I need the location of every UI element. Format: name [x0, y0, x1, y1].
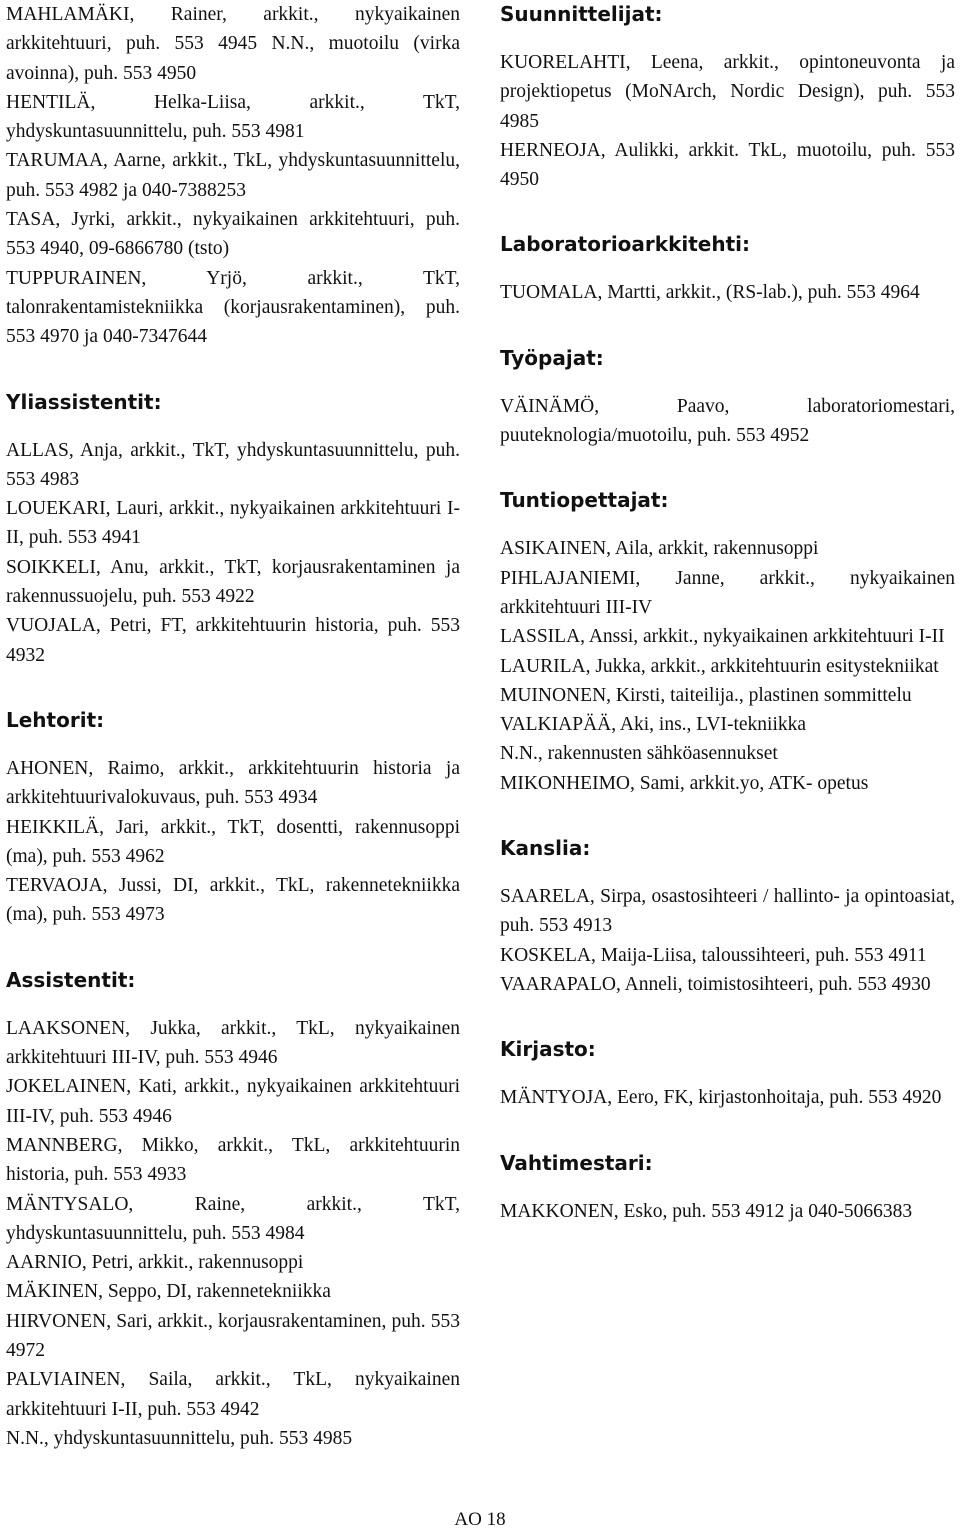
staff-entry: SAARELA, Sirpa, osastosihteeri / hallinto- ja opintoasiat, puh. 553 4913	[500, 886, 955, 937]
staff-entry: ASIKAINEN, Aila, arkkit, rakennusoppi	[500, 538, 819, 560]
section-heading-kanslia: Kanslia:	[500, 836, 591, 861]
staff-entry: HERNEOJA, Aulikki, arkkit. TkL, muotoilu, puh. 553 4950	[500, 139, 955, 191]
staff-entry: MÄNTYOJA, Eero, FK, kirjastonhoitaja, puh. 553 4920	[500, 1087, 942, 1109]
staff-entry: HEIKKILÄ, Jari, arkkit., TkT, dosentti, rakennusoppi (ma), puh. 553 4962	[6, 816, 460, 867]
staff-entry: MÄKINEN, Seppo, DI, rakennetekniikka	[6, 1281, 331, 1303]
section-heading-lehtorit: Lehtorit:	[6, 707, 105, 732]
staff-entry: VALKIAPÄÄ, Aki, ins., LVI-tekniikka	[500, 714, 807, 736]
section-heading-tyopajat: Työpajat:	[500, 345, 604, 370]
staff-entry: LAURILA, Jukka, arkkit., arkkitehtuurin esitystekniikat	[500, 655, 939, 677]
section-heading-suunnittelijat: Suunnittelijat:	[500, 2, 663, 26]
staff-entry: TARUMAA, Aarne, arkkit., TkL, yhdyskuntasuunnittelu, puh. 553 4982 ja 040-7388253	[6, 150, 460, 201]
section-heading-assistentit: Assistentit:	[6, 967, 136, 992]
staff-entry: N.N., yhdyskuntasuunnittelu, puh. 553 4985	[6, 1427, 353, 1449]
staff-entry: LAAKSONEN, Jukka, arkkit., TkL, nykyaikainen arkkitehtuuri III-IV, puh. 553 4946	[6, 1017, 460, 1069]
staff-entry: TASA, Jyrki, arkkit., nykyaikainen arkkitehtuuri, puh. 553 4940, 09-6866780 (tsto)	[6, 209, 460, 260]
staff-entry: TERVAOJA, Jussi, DI, arkkit., TkL, rakennetekniikka (ma), puh. 553 4973	[6, 875, 460, 926]
staff-entry: LASSILA, Anssi, arkkit., nykyaikainen arkkitehtuuri I-II	[500, 626, 945, 648]
staff-entry: AHONEN, Raimo, arkkit., arkkitehtuurin historia ja arkkitehtuurivalokuvaus, puh. 553 4934	[6, 757, 460, 809]
staff-entry: AARNIO, Petri, arkkit., rakennusoppi	[6, 1252, 304, 1274]
staff-entry: VUOJALA, Petri, FT, arkkitehtuurin historia, puh. 553 4932	[6, 615, 460, 666]
section-heading-yliassistentit: Yliassistentit:	[6, 389, 162, 414]
staff-entry: TUOMALA, Martti, arkkit., (RS-lab.), puh. 553 4964	[500, 282, 920, 304]
right-column	[500, 0, 955, 1226]
staff-entry: ALLAS, Anja, arkkit., TkT, yhdyskuntasuunnittelu, puh. 553 4983	[6, 439, 460, 490]
staff-entry: JOKELAINEN, Kati, arkkit., nykyaikainen arkkitehtuuri III-IV, puh. 553 4946	[6, 1076, 460, 1127]
staff-entry: MUINONEN, Kirsti, taiteilija., plastinen sommittelu	[500, 684, 912, 706]
staff-entry: MAHLAMÄKI, Rainer, arkkit., nykyaikainen arkkitehtuuri, puh. 553 4945 N.N., muotoilu (virka avoinna), puh. 553 4950	[6, 4, 460, 84]
page-number: AO 18	[454, 1509, 506, 1530]
staff-entry: MANNBERG, Mikko, arkkit., TkL, arkkitehtuurin historia, puh. 553 4933	[6, 1134, 460, 1186]
staff-entry: N.N., rakennusten sähköasennukset	[500, 743, 778, 765]
left-column	[6, 0, 460, 1453]
staff-entry: PALVIAINEN, Saila, arkkit., TkL, nykyaikainen arkkitehtuuri I-II, puh. 553 4942	[6, 1369, 460, 1420]
staff-entry: LOUEKARI, Lauri, arkkit., nykyaikainen arkkitehtuuri I-II, puh. 553 4941	[6, 498, 460, 549]
staff-entry: MIKONHEIMO, Sami, arkkit.yo, ATK- opetus	[500, 772, 869, 794]
staff-entry: HIRVONEN, Sari, arkkit., korjausrakentaminen, puh. 553 4972	[6, 1310, 460, 1361]
staff-entry: VAARAPALO, Anneli, toimistosihteeri, puh. 553 4930	[500, 973, 931, 995]
staff-entry: HENTILÄ, Helka-Liisa, arkkit., TkT, yhdyskuntasuunnittelu, puh. 553 4981	[6, 91, 460, 143]
section-heading-kirjasto: Kirjasto:	[500, 1037, 596, 1062]
section-heading-tuntiopettajat: Tuntiopettajat:	[500, 488, 669, 513]
staff-entry: VÄINÄMÖ, Paavo, laboratoriomestari, puuteknologia/muotoilu, puh. 553 4952	[500, 395, 955, 447]
staff-entry: KOSKELA, Maija-Liisa, taloussihteeri, puh. 553 4911	[500, 944, 927, 966]
staff-entry: SOIKKELI, Anu, arkkit., TkT, korjausrakentaminen ja rakennussuojelu, puh. 553 4922	[6, 556, 460, 608]
section-heading-vahtimestari: Vahtimestari:	[500, 1150, 653, 1175]
staff-entry: MÄNTYSALO, Raine, arkkit., TkT, yhdyskuntasuunnittelu, puh. 553 4984	[6, 1193, 460, 1244]
staff-entry: TUPPURAINEN, Yrjö, arkkit., TkT, talonrakentamistekniikka (korjausrakentaminen), puh. 553 4970 ja 040-7347644	[6, 267, 460, 348]
staff-entry: KUORELAHTI, Leena, arkkit., opintoneuvonta ja projektiopetus (MoNArch, Nordic Design), puh. 553 4985	[500, 52, 955, 132]
section-heading-laboratorioarkkitehti: Laboratorioarkkitehti:	[500, 232, 751, 257]
staff-entry: PIHLAJANIEMI, Janne, arkkit., nykyaikainen arkkitehtuuri III-IV	[500, 567, 955, 618]
staff-entry: MAKKONEN, Esko, puh. 553 4912 ja 040-5066383	[500, 1200, 913, 1222]
